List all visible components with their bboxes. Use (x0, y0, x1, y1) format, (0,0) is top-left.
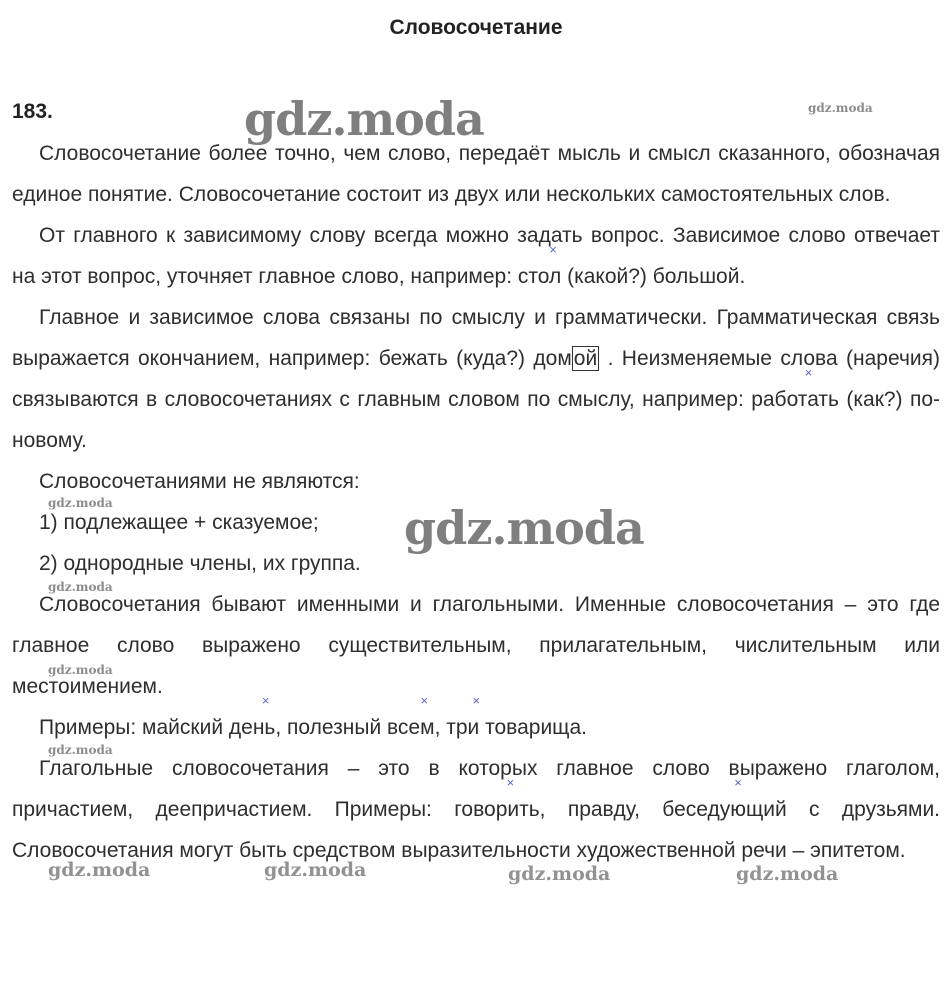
paragraph: Словосочетаниями не являются: (39, 470, 360, 493)
ending-box: ой (573, 347, 598, 370)
paragraph: Главное и зависимое слова связаны по смыслу и грамматически. Грамматическая связь выражается окончанием, например: бежать (куда?) домой . Неизменяемые слова (наречия) связываются в словосочетаниях с главным словом по смыслу, например: × работать (как?) по-новому. (12, 297, 940, 461)
list-item: 2) однородные члены, их группа. (39, 552, 361, 575)
watermark-logo: gdz.moda (244, 92, 484, 146)
watermark-logo: gdz.moda (404, 501, 644, 555)
main-word-mark: × работать (751, 388, 839, 411)
exercise-text (12, 133, 940, 871)
watermark-logo: gdz.moda (808, 101, 873, 115)
watermark-logo: gdz.moda (508, 863, 611, 885)
paragraph: От главного к зависимому слову всегда можно задать вопрос. Зависимое слово отвечает на этот вопрос, уточняет главное слово, например: × стол (какой?) большой. (12, 215, 940, 297)
watermark-logo: gdz.moda (48, 663, 113, 677)
paragraph: Словосочетания бывают именными и глагольными. Именные словосочетания – это где главное слово выражено существительным, прилагательным, числительным или местоимением. (12, 593, 940, 698)
main-word-mark: × всем (387, 716, 435, 739)
watermark-logo: gdz.moda (48, 859, 151, 881)
watermark-logo: gdz.moda (736, 863, 839, 885)
exercise-number: 183. (12, 100, 53, 123)
paragraph: Словосочетание более точно, чем слово, передаёт мысль и смысл сказанного, обозначая единое понятие. Словосочетание состоит из двух или нескольких самостоятельных слов. (12, 142, 940, 206)
main-word-mark: × день (229, 716, 275, 739)
watermark-logo: gdz.moda (48, 496, 113, 510)
main-word-mark: × говорить (454, 798, 539, 821)
main-word-mark: × три (446, 716, 479, 739)
watermark-logo: gdz.moda (264, 859, 367, 881)
watermark-logo: gdz.moda (48, 743, 113, 757)
watermark-logo: gdz.moda (48, 580, 113, 594)
paragraph: Примеры: майский × день, полезный × всем, × три товарища. (12, 707, 940, 748)
main-word-mark: × беседующий (662, 798, 786, 821)
list-item: 1) подлежащее + сказуемое; (39, 511, 319, 534)
paragraph: Глагольные словосочетания – это в которых главное слово выражено глаголом, причастием, деепричастием. Примеры: × говорить, правду, × беседующий с друзьями. Словосочетания могут быть средством выразительности художественной речи – эпитетом. (12, 748, 940, 871)
page-title: Словосочетание (389, 16, 563, 39)
main-word-mark: × стол (518, 265, 561, 288)
